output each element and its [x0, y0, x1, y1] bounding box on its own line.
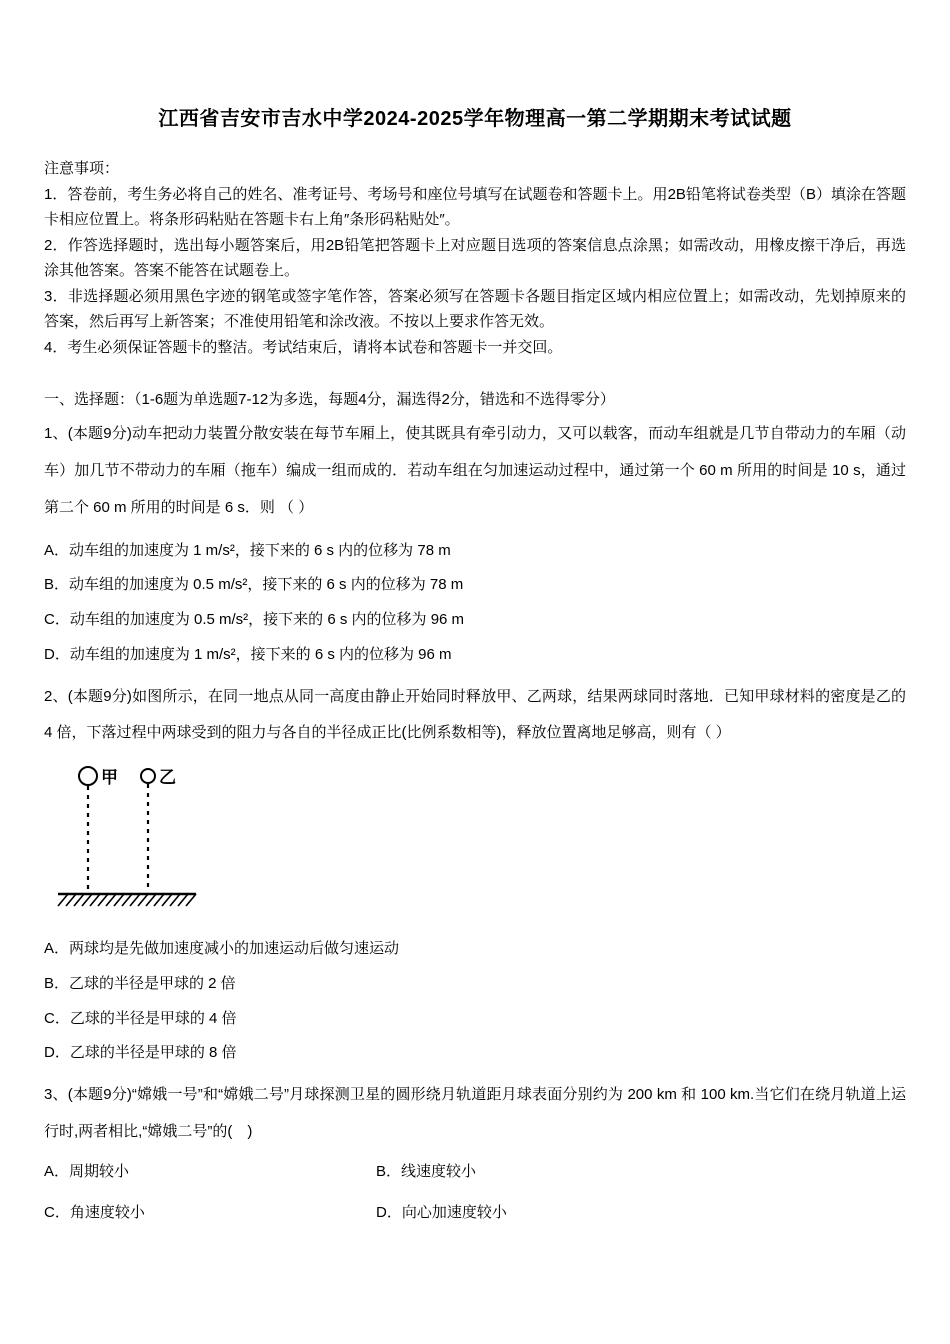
notice-item-1: 1．答卷前，考生务必将自己的姓名、准考证号、考场号和座位号填写在试题卷和答题卡上。用2B铅笔将试卷类型（B）填涂在答题卡相应位置上。将条形码粘贴在答题卡右上角″条形码粘贴处″。 — [44, 185, 906, 229]
ball-yi-icon — [141, 769, 155, 783]
section-heading: 一、选择题：（1-6题为单选题7-12为多选，每题4分，漏选得2分，错选和不选得零分） — [44, 391, 615, 409]
question-3-stem: 3、(本题9分)“嫦娥一号”和“嫦娥二号”月球探测卫星的圆形绕月轨道距月球表面分别约为 200 km 和 100 km.当它们在绕月轨道上运行时,两者相比,“嫦娥二号”的( ) — [44, 1086, 906, 1140]
falling-balls-diagram — [56, 760, 206, 920]
question-3-option-b: B．线速度较小 — [376, 1162, 477, 1180]
question-2-option-a: A．两球均是先做加速度减小的加速运动后做匀速运动 — [44, 940, 400, 957]
question-3-options — [44, 1151, 906, 1235]
notice-block — [44, 157, 906, 360]
question-1-option-c: C．动车组的加速度为 0.5 m/s²，接下来的 6 s 内的位移为 96 m — [44, 611, 465, 628]
ball-jia-label: 甲 — [101, 768, 118, 787]
notice-item-3: 3．非选择题必须用黑色字迹的钢笔或签字笔作答，答案必须写在答题卡各题目指定区域内相应位置上；如需改动，先划掉原来的答案，然后再写上新答案；不准使用铅笔和涂改液。不按以上要求作答无效。 — [44, 287, 906, 331]
question-2-option-c: C．乙球的半径是甲球的 4 倍 — [44, 1009, 237, 1027]
question-1-option-d: D．动车组的加速度为 1 m/s²，接下来的 6 s 内的位移为 96 m — [44, 645, 452, 663]
question-1 — [44, 416, 906, 665]
ball-yi-label: 乙 — [159, 768, 176, 787]
notice-item-2: 2．作答选择题时，选出每小题答案后，用2B铅笔把答题卡上对应题目选项的答案信息点涂黑；如需改动，用橡皮擦干净后，再选涂其他答案。答案不能答在试题卷上。 — [44, 236, 906, 280]
question-3-option-a: A．周期较小 — [44, 1162, 130, 1180]
ball-jia-icon — [79, 767, 97, 785]
question-2-option-b: B．乙球的半径是甲球的 2 倍 — [44, 974, 236, 992]
page-title: 江西省吉安市吉水中学2024-2025学年物理高一第二学期期末考试试题 — [158, 108, 792, 130]
question-1-option-b: B．动车组的加速度为 0.5 m/s²，接下来的 6 s 内的位移为 78 m — [44, 576, 464, 594]
notice-heading: 注意事项： — [44, 160, 120, 177]
notice-item-4: 4．考生必须保证答题卡的整洁。考试结束后，请将本试卷和答题卡一并交回。 — [44, 338, 563, 356]
question-3 — [44, 1077, 906, 1234]
ground-hatching — [58, 894, 196, 906]
question-1-stem: 1、(本题9分)动车把动力装置分散安装在每节车厢上，使其既具有牵引动力，又可以载客，而动车组就是几节自带动力的车厢（动车）加几节不带动力的车厢（拖车）编成一组而成的．若动车组在匀加速运动过程中，通过第一个 60 m 所用的时间是 10 s，通过第二个 60 m 所用的时间是 6 s．则 （ ） — [44, 425, 906, 516]
question-3-option-c: C．角速度较小 — [44, 1204, 145, 1222]
falling-balls-figure — [56, 760, 206, 920]
question-2-option-d: D．乙球的半径是甲球的 8 倍 — [44, 1044, 237, 1062]
question-3-option-d: D．向心加速度较小 — [376, 1204, 507, 1222]
question-2 — [44, 679, 906, 1065]
question-1-option-a: A．动车组的加速度为 1 m/s²，接下来的 6 s 内的位移为 78 m — [44, 541, 451, 559]
question-2-stem: 2、(本题9分)如图所示，在同一地点从同一高度由静止开始同时释放甲、乙两球，结果两球同时落地．已知甲球材料的密度是乙的 4 倍，下落过程中两球受到的阻力与各自的半径成正比(比例系数相等)，释放位置离地足够高，则有（ ） — [44, 687, 906, 742]
